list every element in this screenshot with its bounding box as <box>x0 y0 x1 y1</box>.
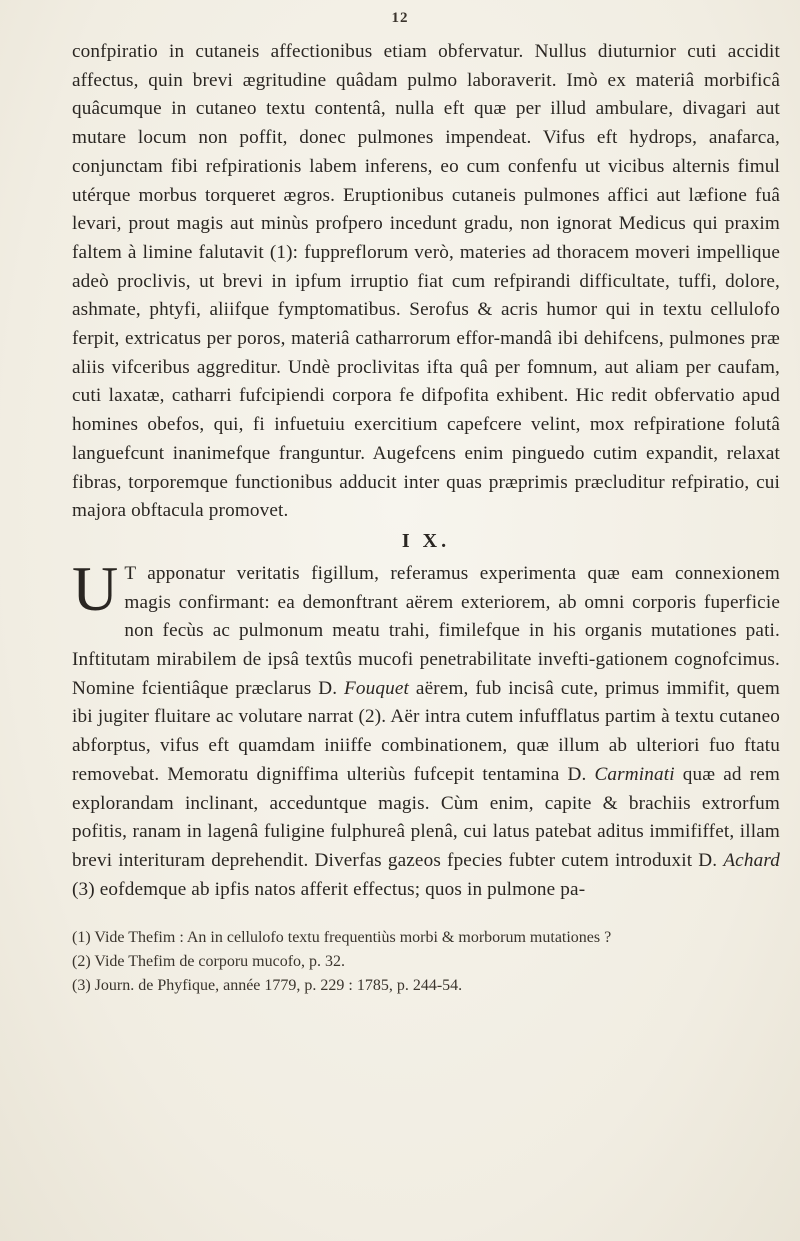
author-name-carminati: Carminati <box>594 763 675 785</box>
paragraph-2 <box>72 552 780 904</box>
footnote-2: (2) Vide Thefim de corporu mucofo, p. 32. <box>72 953 346 971</box>
paragraph-2-text-d: (3) eofdemque ab ipfis natos afferit effectus; quos in pulmone pa- <box>72 878 586 900</box>
paragraph-2-text-c: quæ ad rem explorandam inclinant, acceduntque magis. Cùm enim, capite & brachiis extrorfum pofitis, ranam in lagenâ fuligine fulphureâ plenâ, cui latus patebat aditus immififfet, illam brevi interituram deprehendit. Diverfas gazeos fpecies fubter cutem introduxit D. <box>72 763 780 871</box>
footnotes <box>72 926 780 998</box>
section-heading: I X. <box>401 529 451 552</box>
drop-cap: U <box>72 552 119 624</box>
footnote-3: (3) Journ. de Phyfique, année 1779, p. 229 : 1785, p. 244-54. <box>72 977 463 995</box>
page-number: 12 <box>391 10 409 26</box>
paragraph-2-text-a: T apponatur veritatis figillum, referamus experimenta quæ eam connexionem magis confirmant: ea demonftrant aërem exteriorem, ab omni corporis fuperficie non fecùs ac pulmonum meatu trahi, fimilefque in his organis mutationes pati. Inftitutam mirabilem de ipsâ textûs mucofi penetrabilitate invefti-gationem cognofcimus. Nomine fcientiâque præclarus D. <box>72 562 780 699</box>
author-name-fouquet: Fouquet <box>344 677 410 699</box>
footnote-1: (1) Vide Thefim : An in cellulofo textu frequentiùs morbi & morborum mutationes ? <box>72 929 612 947</box>
author-name-achard: Achard <box>723 849 780 871</box>
paragraph-1: confpiratio in cutaneis affectionibus etiam obfervatur. Nullus diuturnior cuti accidit affectus, quin brevi ægritudine quâdam pulmo laboraverit. Imò ex materiâ morbificâ quâcumque in cutaneo textu contentâ, nulla eft quæ per illud ambulare, divagari aut mutare locum non poffit, donec pulmones impendeat. Vifus eft hydrops, anafarca, conjunctam fibi refpirationis labem inferens, eo cum confenfu ut vicibus alternis fimul utérque morbus torqueret ægros. Eruptionibus cutaneis pulmones affici aut læfione fuâ levari, prout magis aut minùs profpero incedunt gradu, non ignorat Medicus qui praxim faltem à limine falutavit (1): fuppreflorum verò, materies ad thoracem moveri impellique adeò proclivis, ut brevi in ipfum irruptio fiat cum refpirandi difficultate, tuffi, dolore, ashmate, phtyfi, aliifque fymptomatibus. Serofus & acris humor qui in textu cellulofo ferpit, extricatus per poros, materiâ catharrorum effor-mandâ ibi dehifcens, pulmones præ aliis vifceribus aggreditur. Undè proclivitas ifta quâ per fomnum, aut aliam per caufam, cuti laxatæ, catharri fufcipiendi corpora fe difpofita exhibent. Hic redit obfervatio apud homines obefos, qui, fi infuetuiu exercitium capefcere velint, mox refpiratione folutâ languefcunt inanimefque franguntur. Augefcens enim pinguedo cutim expandit, relaxat fibras, torporemque functionibus adducit inter quas præprimis præcluditur refpiratio, cui majora obftacula promovet. <box>72 41 780 522</box>
paragraph-2-text-b: aërem, fub incisâ cute, primus immifit, quem ibi jugiter fluitare ac volutare narrat (2). Aër intra cutem infufflatus partim à textu cutaneo abforptus, vifus eft quamdam iniiffe combinationem, quæ illum ab ulteriori fuo ftatu removebat. Memoratu digniffima ulteriùs fufcepit tentamina D. <box>72 677 780 785</box>
